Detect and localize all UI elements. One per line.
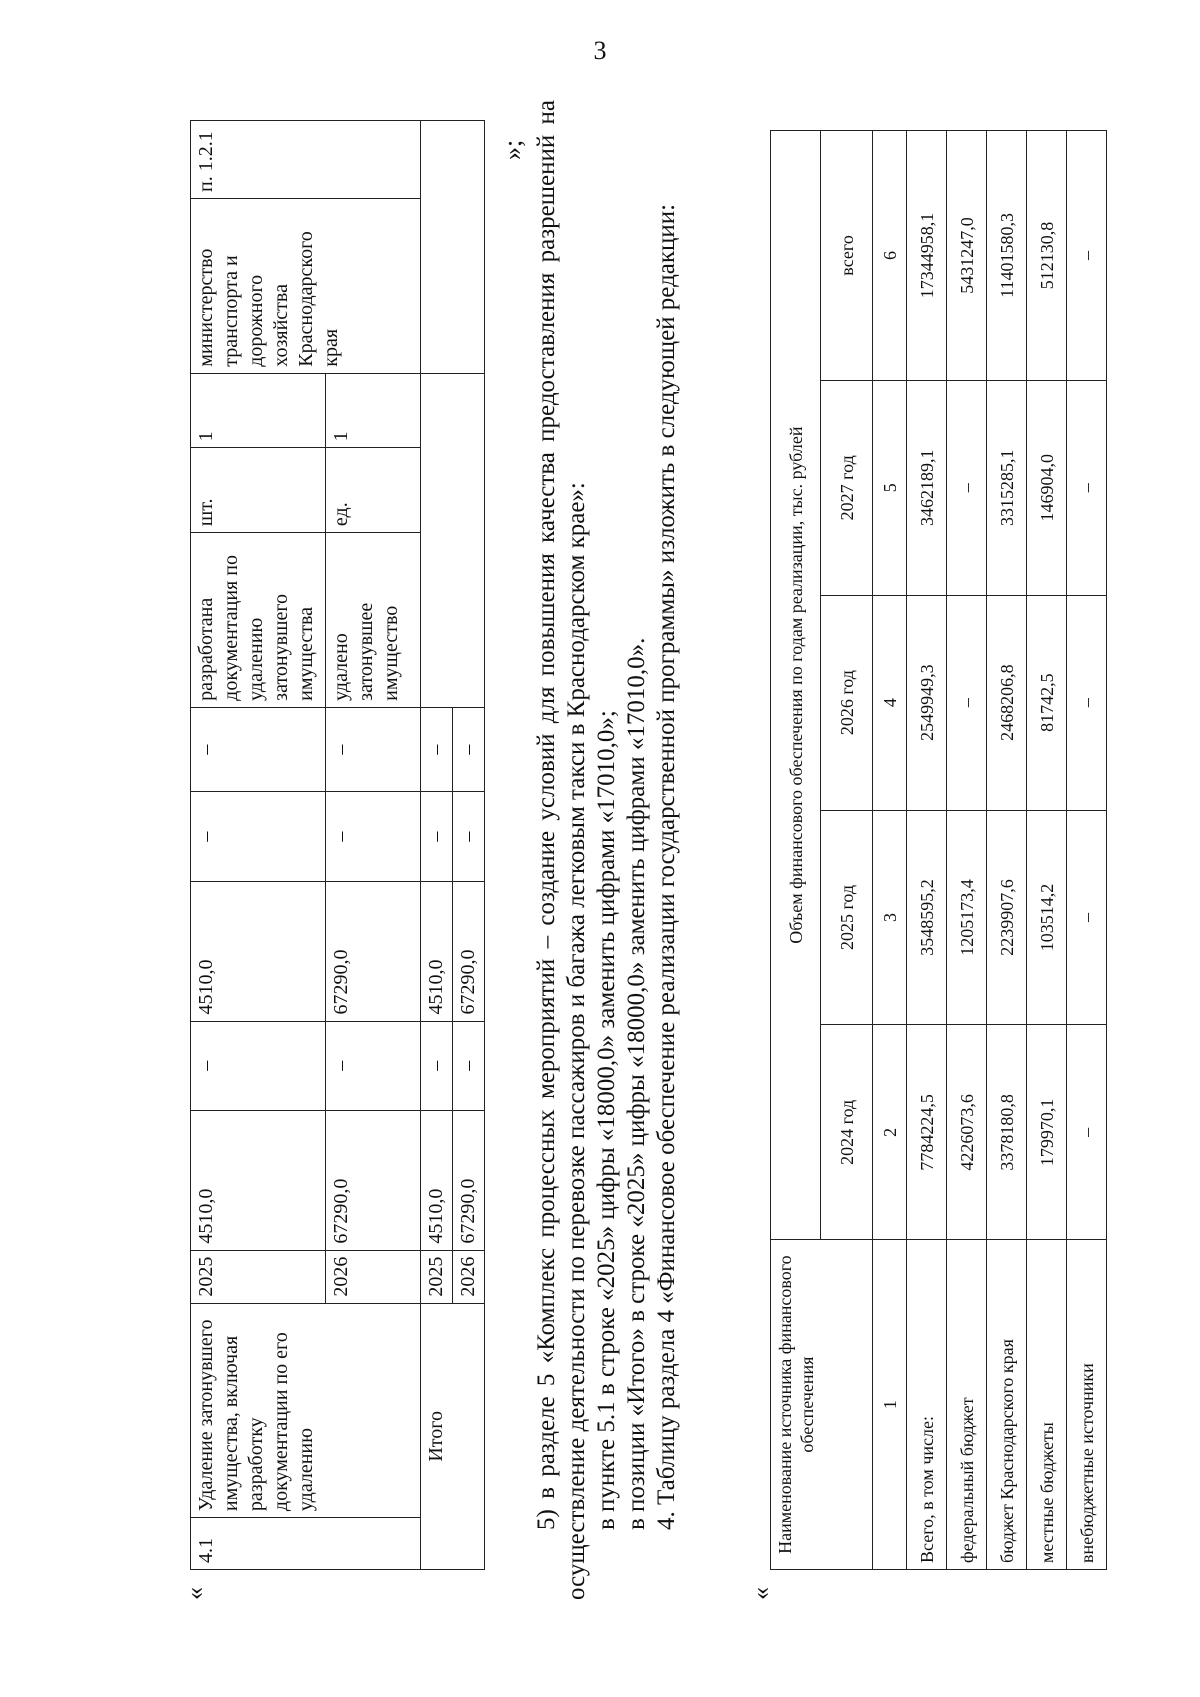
rotated-content xyxy=(180,100,1097,1600)
value-cell: 67290,0 xyxy=(453,1111,485,1251)
value-cell: 4226073,6 xyxy=(947,1025,987,1240)
paragraph: 5) в разделе 5 «Комплекс процессных мероприятий – создание условий для повышения качества предоставления разрешений на осуществление деятельности по перевозке пассажиров и багажа легковым такси в Краснодарском крае»: xyxy=(533,100,590,1600)
value-cell: – xyxy=(326,1021,421,1111)
value-cell: 3315285,1 xyxy=(987,380,1027,595)
value-cell: – xyxy=(421,707,453,792)
source-name: федеральный бюджет xyxy=(947,1240,987,1570)
column-header: 2024 год xyxy=(821,1025,873,1240)
year-cell: 2026 xyxy=(453,1250,485,1303)
source-header: Наименование источника финансового обеспечения xyxy=(771,1240,873,1570)
open-quote: « xyxy=(180,1587,209,1600)
column-header: 2026 год xyxy=(821,595,873,810)
value-cell: – xyxy=(453,1021,485,1111)
value-cell: 146904,0 xyxy=(1027,380,1067,595)
column-header: 2025 год xyxy=(821,810,873,1025)
value-cell: – xyxy=(421,1021,453,1111)
value-cell: – xyxy=(453,707,485,792)
year-cell: 2025 xyxy=(421,1250,453,1303)
value-cell: 67290,0 xyxy=(326,1111,421,1251)
table-row xyxy=(191,121,326,1570)
table-row xyxy=(1067,131,1107,1570)
paragraph: в позиции «Итого» в строке «2025» цифры «18000,0» заменить цифрами «17010,0». xyxy=(623,637,650,1530)
column-number: 5 xyxy=(873,380,907,595)
value-cell: 81742,5 xyxy=(1027,595,1067,810)
result-cell: удалено затонувшее имущество xyxy=(326,533,421,708)
table-row xyxy=(1027,131,1067,1570)
value-cell: – xyxy=(453,792,485,882)
total-label: Итого xyxy=(421,1303,485,1569)
measure-name: Удаление затонувшего имущества, включая разработку документации по его удалению xyxy=(191,1303,421,1517)
value-cell: – xyxy=(421,792,453,882)
value-cell: 17344958,1 xyxy=(907,131,947,381)
source-name: внебюджетные источники xyxy=(1067,1240,1107,1570)
table-row xyxy=(987,131,1027,1570)
row-number: 4.1 xyxy=(191,1518,421,1570)
source-name: бюджет Краснодарского края xyxy=(987,1240,1027,1570)
empty-cell xyxy=(421,121,485,374)
source-name: местные бюджеты xyxy=(1027,1240,1067,1570)
value-cell: 5431247,0 xyxy=(947,131,987,381)
value-cell: 67290,0 xyxy=(453,881,485,1021)
value-cell: 512130,8 xyxy=(1027,131,1067,381)
result-cell: разработана документация по удалению затонувшего имущества xyxy=(191,533,326,708)
column-header: 2027 год xyxy=(821,380,873,595)
value-cell: 3462189,1 xyxy=(907,380,947,595)
unit-cell: шт. xyxy=(191,448,326,533)
value-cell: 4510,0 xyxy=(191,881,326,1021)
value-cell: 4510,0 xyxy=(421,881,453,1021)
unit-cell: ед. xyxy=(326,448,421,533)
amendment-text xyxy=(532,100,682,1600)
value-cell: – xyxy=(1067,380,1107,595)
value-cell: – xyxy=(326,707,421,792)
value-cell: 67290,0 xyxy=(326,881,421,1021)
value-cell: 4510,0 xyxy=(421,1111,453,1251)
column-number: 3 xyxy=(873,810,907,1025)
reference-cell: п. 1.2.1 xyxy=(191,121,421,199)
close-quote: »; xyxy=(498,139,527,160)
value-cell: – xyxy=(326,792,421,882)
year-cell: 2025 xyxy=(191,1250,326,1303)
column-header: всего xyxy=(821,131,873,381)
executor-cell: министерство транспорта и дорожного хозяйства Краснодарского края xyxy=(191,198,421,373)
column-number: 4 xyxy=(873,595,907,810)
value-cell: – xyxy=(947,595,987,810)
value-cell: 103514,2 xyxy=(1027,810,1067,1025)
value-cell: 3548595,2 xyxy=(907,810,947,1025)
value-cell: – xyxy=(947,380,987,595)
column-number: 1 xyxy=(873,1240,907,1570)
financing-table xyxy=(770,130,1107,1570)
table-header-row xyxy=(771,131,821,1570)
value-cell: 2468206,8 xyxy=(987,595,1027,810)
page-number: 3 xyxy=(593,36,607,65)
value-cell: 2239907,6 xyxy=(987,810,1027,1025)
value-cell: – xyxy=(1067,1025,1107,1240)
value-cell: 7784224,5 xyxy=(907,1025,947,1240)
value-cell: 1 xyxy=(326,373,421,448)
value-cell: 2549949,3 xyxy=(907,595,947,810)
value-cell: – xyxy=(191,1021,326,1111)
value-cell: 1 xyxy=(191,373,326,448)
column-number: 6 xyxy=(873,131,907,381)
value-cell: – xyxy=(191,792,326,882)
column-number-row xyxy=(873,131,907,1570)
value-cell: 3378180,8 xyxy=(987,1025,1027,1240)
value-cell: 4510,0 xyxy=(191,1111,326,1251)
value-cell: – xyxy=(191,707,326,792)
source-name: Всего, в том числе: xyxy=(907,1240,947,1570)
value-cell: – xyxy=(1067,595,1107,810)
value-cell: – xyxy=(1067,810,1107,1025)
value-cell: 1205173,4 xyxy=(947,810,987,1025)
value-cell: 179970,1 xyxy=(1027,1025,1067,1240)
value-cell: – xyxy=(1067,131,1107,381)
paragraph: в пункте 5.1 в строке «2025» цифры «18000,0» заменить цифрами «17010,0»; xyxy=(593,710,620,1530)
paragraph: 4. Таблицу раздела 4 «Финансовое обеспечение реализации государственной программы» изложить в следующей редакции: xyxy=(653,203,680,1530)
column-number: 2 xyxy=(873,1025,907,1240)
measures-table xyxy=(190,120,485,1570)
open-quote: « xyxy=(746,1587,775,1600)
volume-header: Объем финансового обеспечения по годам реализации, тыс. рублей xyxy=(771,131,821,1240)
value-cell: 11401580,3 xyxy=(987,131,1027,381)
empty-cell xyxy=(421,373,485,707)
table-row xyxy=(907,131,947,1570)
table-row xyxy=(947,131,987,1570)
year-cell: 2026 xyxy=(326,1250,421,1303)
table-row xyxy=(421,121,453,1570)
